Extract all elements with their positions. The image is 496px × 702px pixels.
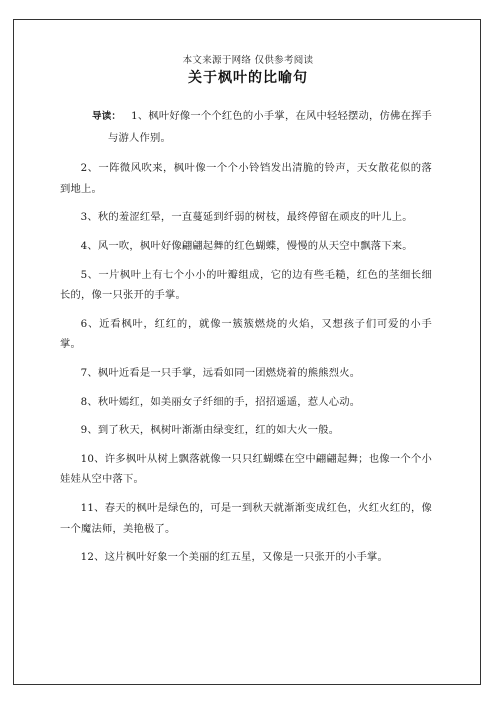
- paragraph-4: 4、风一吹，枫叶好像翩翩起舞的红色蝴蝶，慢慢的从天空中飘落下来。: [80, 239, 413, 252]
- paragraph-3: 3、秋的羞涩红晕，一直蔓延到纤弱的树枝，最终停留在顽皮的叶儿上。: [80, 211, 413, 224]
- paragraph-1: [60, 106, 432, 148]
- paragraph-8: 8、秋叶嫣红，如美丽女子纤细的手，招招遥遥，惹人心动。: [80, 395, 361, 408]
- document-body: [60, 106, 432, 576]
- paragraph-2: 2、一阵微风吹来，枫叶像一个个小铃铛发出清脆的铃声，天女散花似的落到地上。: [60, 162, 432, 195]
- paragraph-text: 1、枫叶好像一个个红色的小手掌，在风中轻轻摆动，仿佛在挥手与游人作别。: [108, 110, 432, 144]
- paragraph-9: 9、到了秋天，枫树叶渐渐由绿变红，红的如大火一般。: [80, 424, 340, 437]
- document-title: 关于枫叶的比喻句: [188, 70, 308, 86]
- paragraph-5: 5、一片枫叶上有七个小小的叶瓣组成，它的边有些毛糙，红色的茎细长细长的，像一只张开的手掌。: [60, 268, 432, 302]
- paragraph-7: 7、枫叶近看是一只手掌，远看如同一团燃烧着的熊熊烈火。: [80, 366, 361, 379]
- paragraph-12: 12、这片枫叶好象一个美丽的红五星，又像是一只张开的小手掌。: [80, 551, 389, 564]
- source-note: 本文来源于网络 仅供参考阅读: [182, 55, 314, 66]
- intro-label: 导读：: [92, 111, 122, 122]
- paragraph-10: 10、许多枫叶从树上飘落就像一只只红蝴蝶在空中翩翩起舞；也像一个个小娃娃从空中落下。: [60, 452, 432, 486]
- paragraph-6: 6、近看枫叶，红红的，就像一簇簇燃烧的火焰，又想孩子们可爱的小手掌。: [60, 317, 432, 351]
- paragraph-11: 11、春天的枫叶是绿色的，可是一到秋天就渐渐变成红色，火红火红的，像一个魔法师，美艳极了。: [60, 501, 432, 535]
